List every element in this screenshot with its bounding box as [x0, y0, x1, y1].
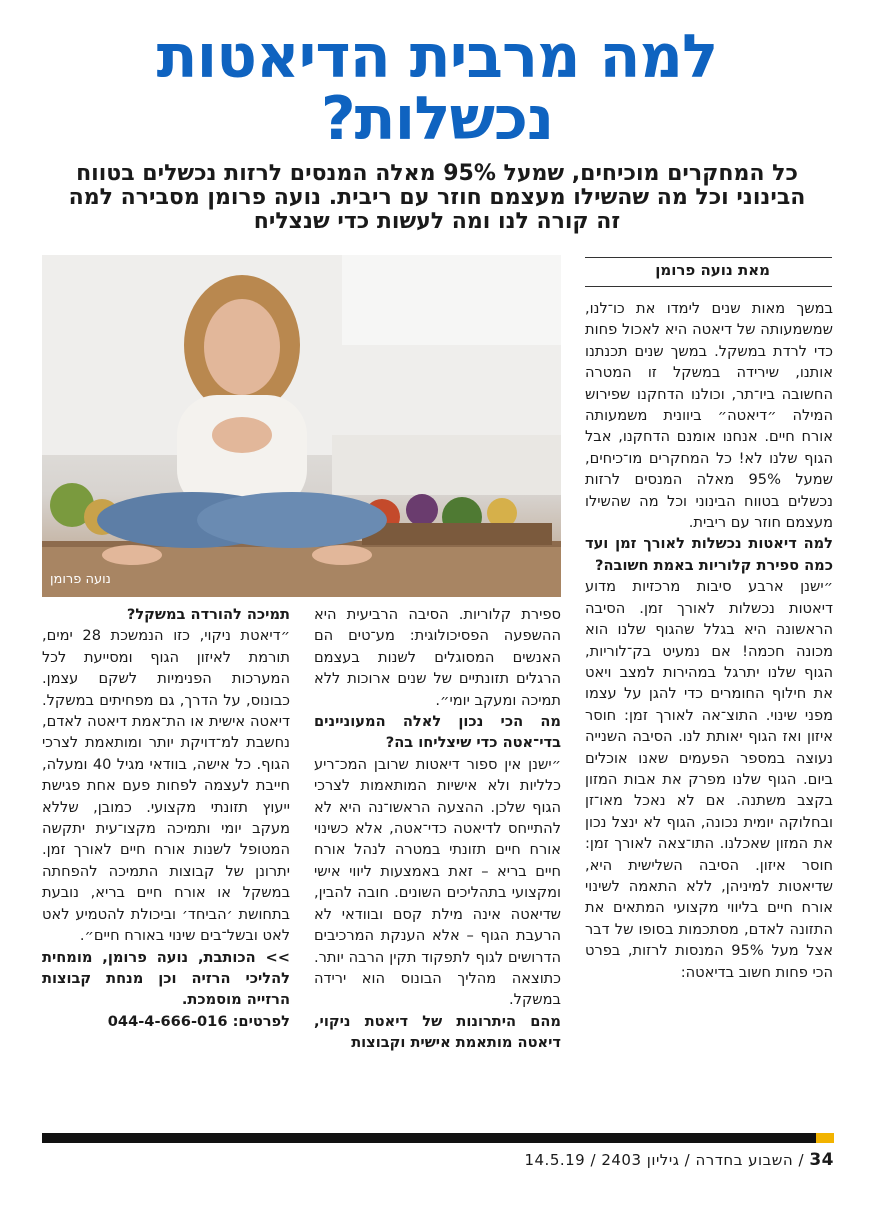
article-column-2 [314, 604, 561, 1054]
question-heading: למה דיאטות נכשלות לאורך זמן ועד כמה ספירת קלוריות באמת חשובה? [585, 535, 833, 574]
kitchen-portrait-illustration [42, 255, 561, 597]
footer-rule [42, 1133, 834, 1143]
page-number: 34 [809, 1150, 834, 1170]
byline-box [585, 257, 832, 287]
publication-info: / השבוע בחדרה / גיליון 2403 / 14.5.19 [524, 1151, 810, 1169]
question-heading: מהם היתרונות של דיאטת ניקוי, דיאטה מותאמת אישית וקבוצות [314, 1012, 561, 1052]
headline [40, 22, 834, 154]
question-heading: מה הכי נכון לאלה המעוניינים בדי־אטה כדי שיצליחו בה? [314, 713, 561, 752]
paragraph: ״דיאטת ניקוי, כזו הנמשכת 28 ימים, תורמת לאיזון הגוף ומסייעת לכל המערכות הפנימיות לשקם עצמן. כבונוס, על הדרך, גם מפחיתים במשקל. דיאטה אישית או הת־אמת דיאטה לאדם, נחשבת למ־דויקת יותר ומותאמת לצרכי הגוף. כל אישה, בוודאי מגיל 40 ומעלה, חייבת לעצמה לפחות פעם אחת פגישת ייעוץ תזונתי מקצועי. כמובן, שללא מעקב יומי ותמיכה מקצו־עית יתקשה המטופל לשנות אורח חיים לאורך זמן. יתרונן של קבוצות התמיכה להפחתה במשקל או אורח חיים בריא, נובעת בתחושת ׳הביחד׳ וביכולת להטמיע לאט לאט ובשל־בים שינוי באורח חיים״. [42, 627, 290, 945]
page-footer [524, 1150, 834, 1170]
paragraph: במשך מאות שנים לימדו את כו־לנו, שמשמעותה של דיאטה היא לאכול פחות כדי לרדת במשקל. במשך שנים תכנתנו אותנו, שירידה במשקל זו המטרה החשובה ביו־תר, וכולנו הדחקנו שפירוש המילה ״דיאטה״ ביוונית משמעותה אורח חיים. אנחנו אומנם הדחקנו, אבל הגוף שלנו לא! כל המחקרים מו־כיחים, שמעל 95% מאלה המנסים לרזות נכשלים בטווח הבינוני וכל מה שהשילו מעצמם חוזר עם ריבית. [585, 300, 833, 532]
photo-credit: נועה פרומן [50, 572, 111, 587]
footer-accent [816, 1133, 834, 1143]
author-photo [42, 255, 561, 597]
headline-line-2: נכשלות? [320, 84, 554, 154]
headline-line-1: למה מרבית הדיאטות [156, 22, 718, 92]
paragraph: ״ישנן ארבע סיבות מרכזיות מדוע דיאטות נכשלות לאורך זמן. הסיבה הראשונה היא בגלל שהגוף שלנו הוא מכונה חכמה! אם נמעיט בק־לוריות, הגוף שלנו יתרגל במהירות למצב ויאט את חילוף החומרים כדי להגן על עצמו מפני שינוי. התוצ־אה לאורך זמן: חוסר איזון ואז הגוף יאותת לנו. הסיבה השנייה נעוצה במספר הפעמים שאנו אוכלים ביום. הגוף שלנו מפרק את אבות המזון בקצב משתנה. אם לא נאכל מאו־זן ובחלוקה יומית נכונה, הגוף לא ינצל נכון את המזון שאכלנו. התו־צאה לאורך זמן: חוסר איזון. הסיבה השלישית היא, שדיאטות למיניהן, ללא התאמה לשינוי אורח חיים בליווי מקצועי המתאים את התזונה לאדם, מסתכמות בסופו של דבר אצל מעל 95% המנסות לרזות, בפרט הכי פחות חשוב בדיאטה: [585, 578, 833, 981]
paragraph: ספירת קלוריות. הסיבה הרביעית היא ההשפעה הפסיכולוגית: מע־טים הם האנשים המסוגלים לשנות בעצמם הרגלים תזונתיים של שנים ארוכות ללא תמיכה ומעקב יומי״. [314, 606, 561, 709]
article-column-3 [42, 604, 290, 1032]
byline: מאת נועה פרומן [655, 261, 770, 279]
subheadline: כל המחקרים מוכיחים, שמעל 95% מאלה המנסים לרזות נכשלים בטווח הבינוני וכל מה שהשילו מעצמם חוזר עם ריבית. נועה פרומן מסבירה למה זה קורה לנו ומה לעשות כדי שנצליח [68, 161, 806, 234]
paragraph: ״ישנן אין ספור דיאטות שרובן המכ־ריע כלליות ולא אישיות המותאמות לצרכי הגוף שלכן. ההצעה הראשו־נה היא לא להתייחס לדיאטה כדי־אטה, אלא כשינוי אורח חיים תזונתי במטרה לנהל אורח חיים בריא – זאת באמצעות ליווי אישי ומקצועי בתהליכים השונים. חובה להבין, שדיאטה אינה מילת קסם ובוודאי לא הרעבת הגוף – אלא הענקת המרכיבים הדרושים לגוף לתפקוד תקין הרבה יותר. כתוצאה מהליך הבונוס הוא ירידה במשקל. [314, 755, 561, 1009]
article-column-1 [585, 298, 833, 983]
contact-line: לפרטים: 044-4-666-016 [107, 1012, 290, 1030]
question-heading: תמיכה להורדה במשקל? [126, 606, 290, 623]
author-note: >> הכותבת, נועה פרומן, מומחית להליכי הרזיה וכן מנחת קבוצות הרזייה מוסמכת. [42, 948, 290, 1009]
